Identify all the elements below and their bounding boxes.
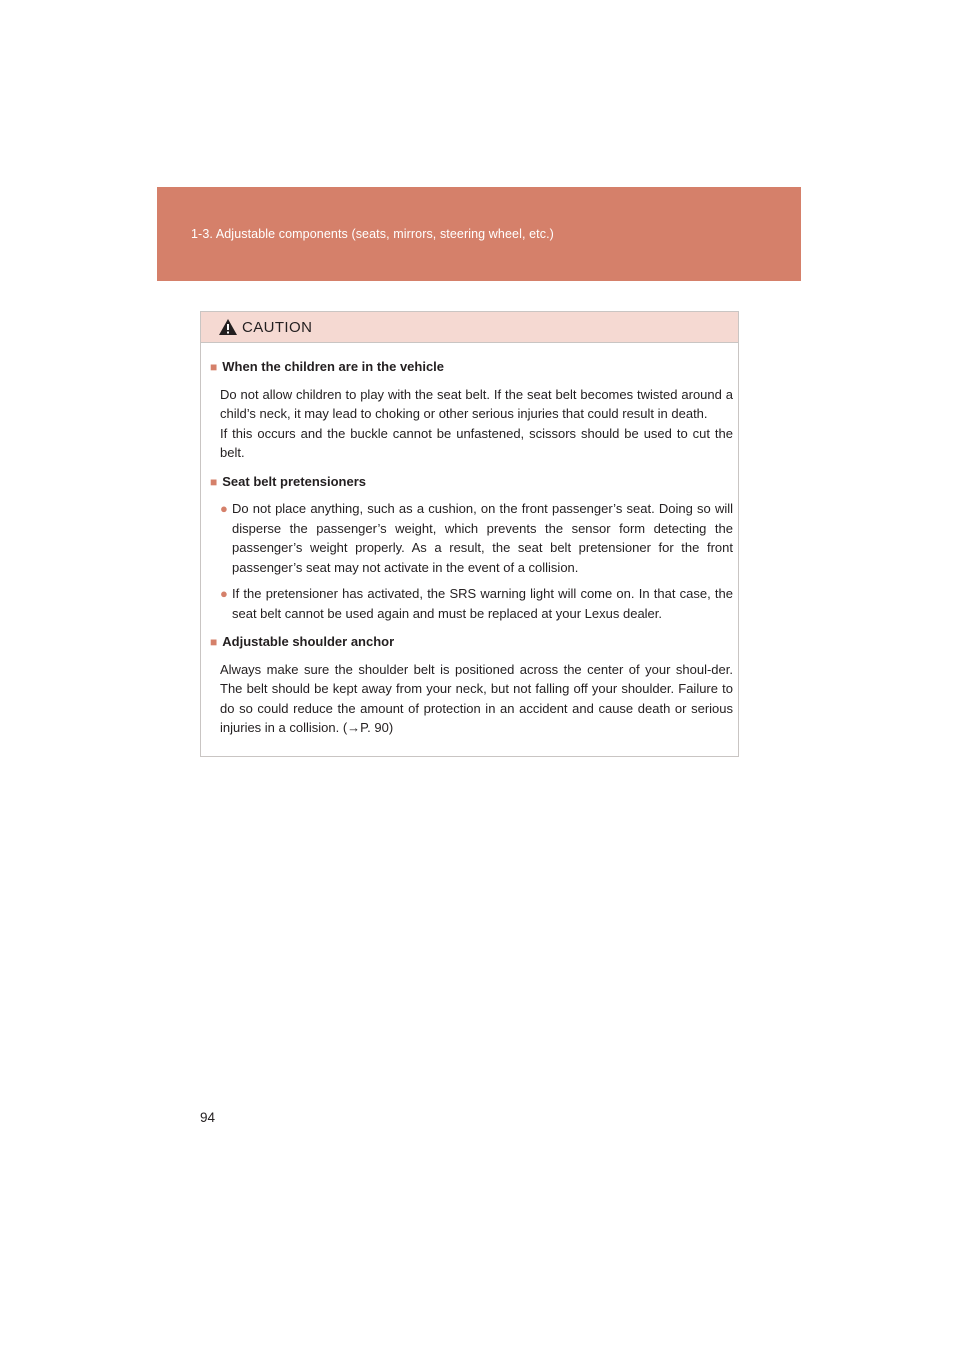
caution-header	[201, 312, 738, 343]
list-item: ● If the pretensioner has activated, the SRS warning light will come on. In that case, the seat belt cannot be used again and must be replaced at your Lexus dealer.	[220, 584, 733, 623]
paragraph: If this occurs and the buckle cannot be unfastened, scissors should be used to cut the belt.	[220, 425, 733, 460]
circle-bullet-icon: ●	[220, 501, 228, 516]
caution-label: CAUTION	[242, 319, 313, 336]
section-heading: When the children are in the vehicle	[222, 359, 445, 374]
section-title: 1-3. Adjustable components (seats, mirrors, steering wheel, etc.)	[191, 227, 554, 241]
paragraph: Do not allow children to play with the seat belt. If the seat belt becomes twisted around a child’s neck, it may lead to choking or other serious injuries that could result in death.	[220, 386, 733, 421]
section-shoulder-anchor	[210, 632, 733, 738]
square-bullet-icon: ■	[210, 474, 218, 489]
section-header-band	[157, 187, 801, 281]
circle-bullet-icon: ●	[220, 586, 228, 601]
list-item: ● Do not place anything, such as a cushion, on the front passenger’s seat. Doing so will disperse the passenger’s weight, which prevents the sensor form detecting the passenger’s weight properly. As a result, the seat belt pretensioner for the front passenger’s seat may not activate in the event of a collision.	[220, 499, 733, 577]
section-heading: Seat belt pretensioners	[222, 473, 367, 489]
warning-icon	[218, 318, 238, 336]
caution-body	[201, 343, 738, 738]
caution-box	[200, 311, 739, 757]
section-pretensioners	[210, 472, 733, 624]
paragraph: Always make sure the shoulder belt is positioned across the center of your shoul-der. The belt should be kept away from your neck, but not falling off your shoulder. Failure to do so could reduce the amount of protection in an accident and cause death or serious injuries in a collision. (→P. 90)	[220, 661, 733, 735]
section-children	[210, 357, 733, 463]
square-bullet-icon: ■	[210, 360, 218, 374]
square-bullet-icon: ■	[210, 635, 218, 649]
section-heading: Adjustable shoulder anchor	[222, 634, 395, 649]
page-number: 94	[200, 1110, 216, 1125]
